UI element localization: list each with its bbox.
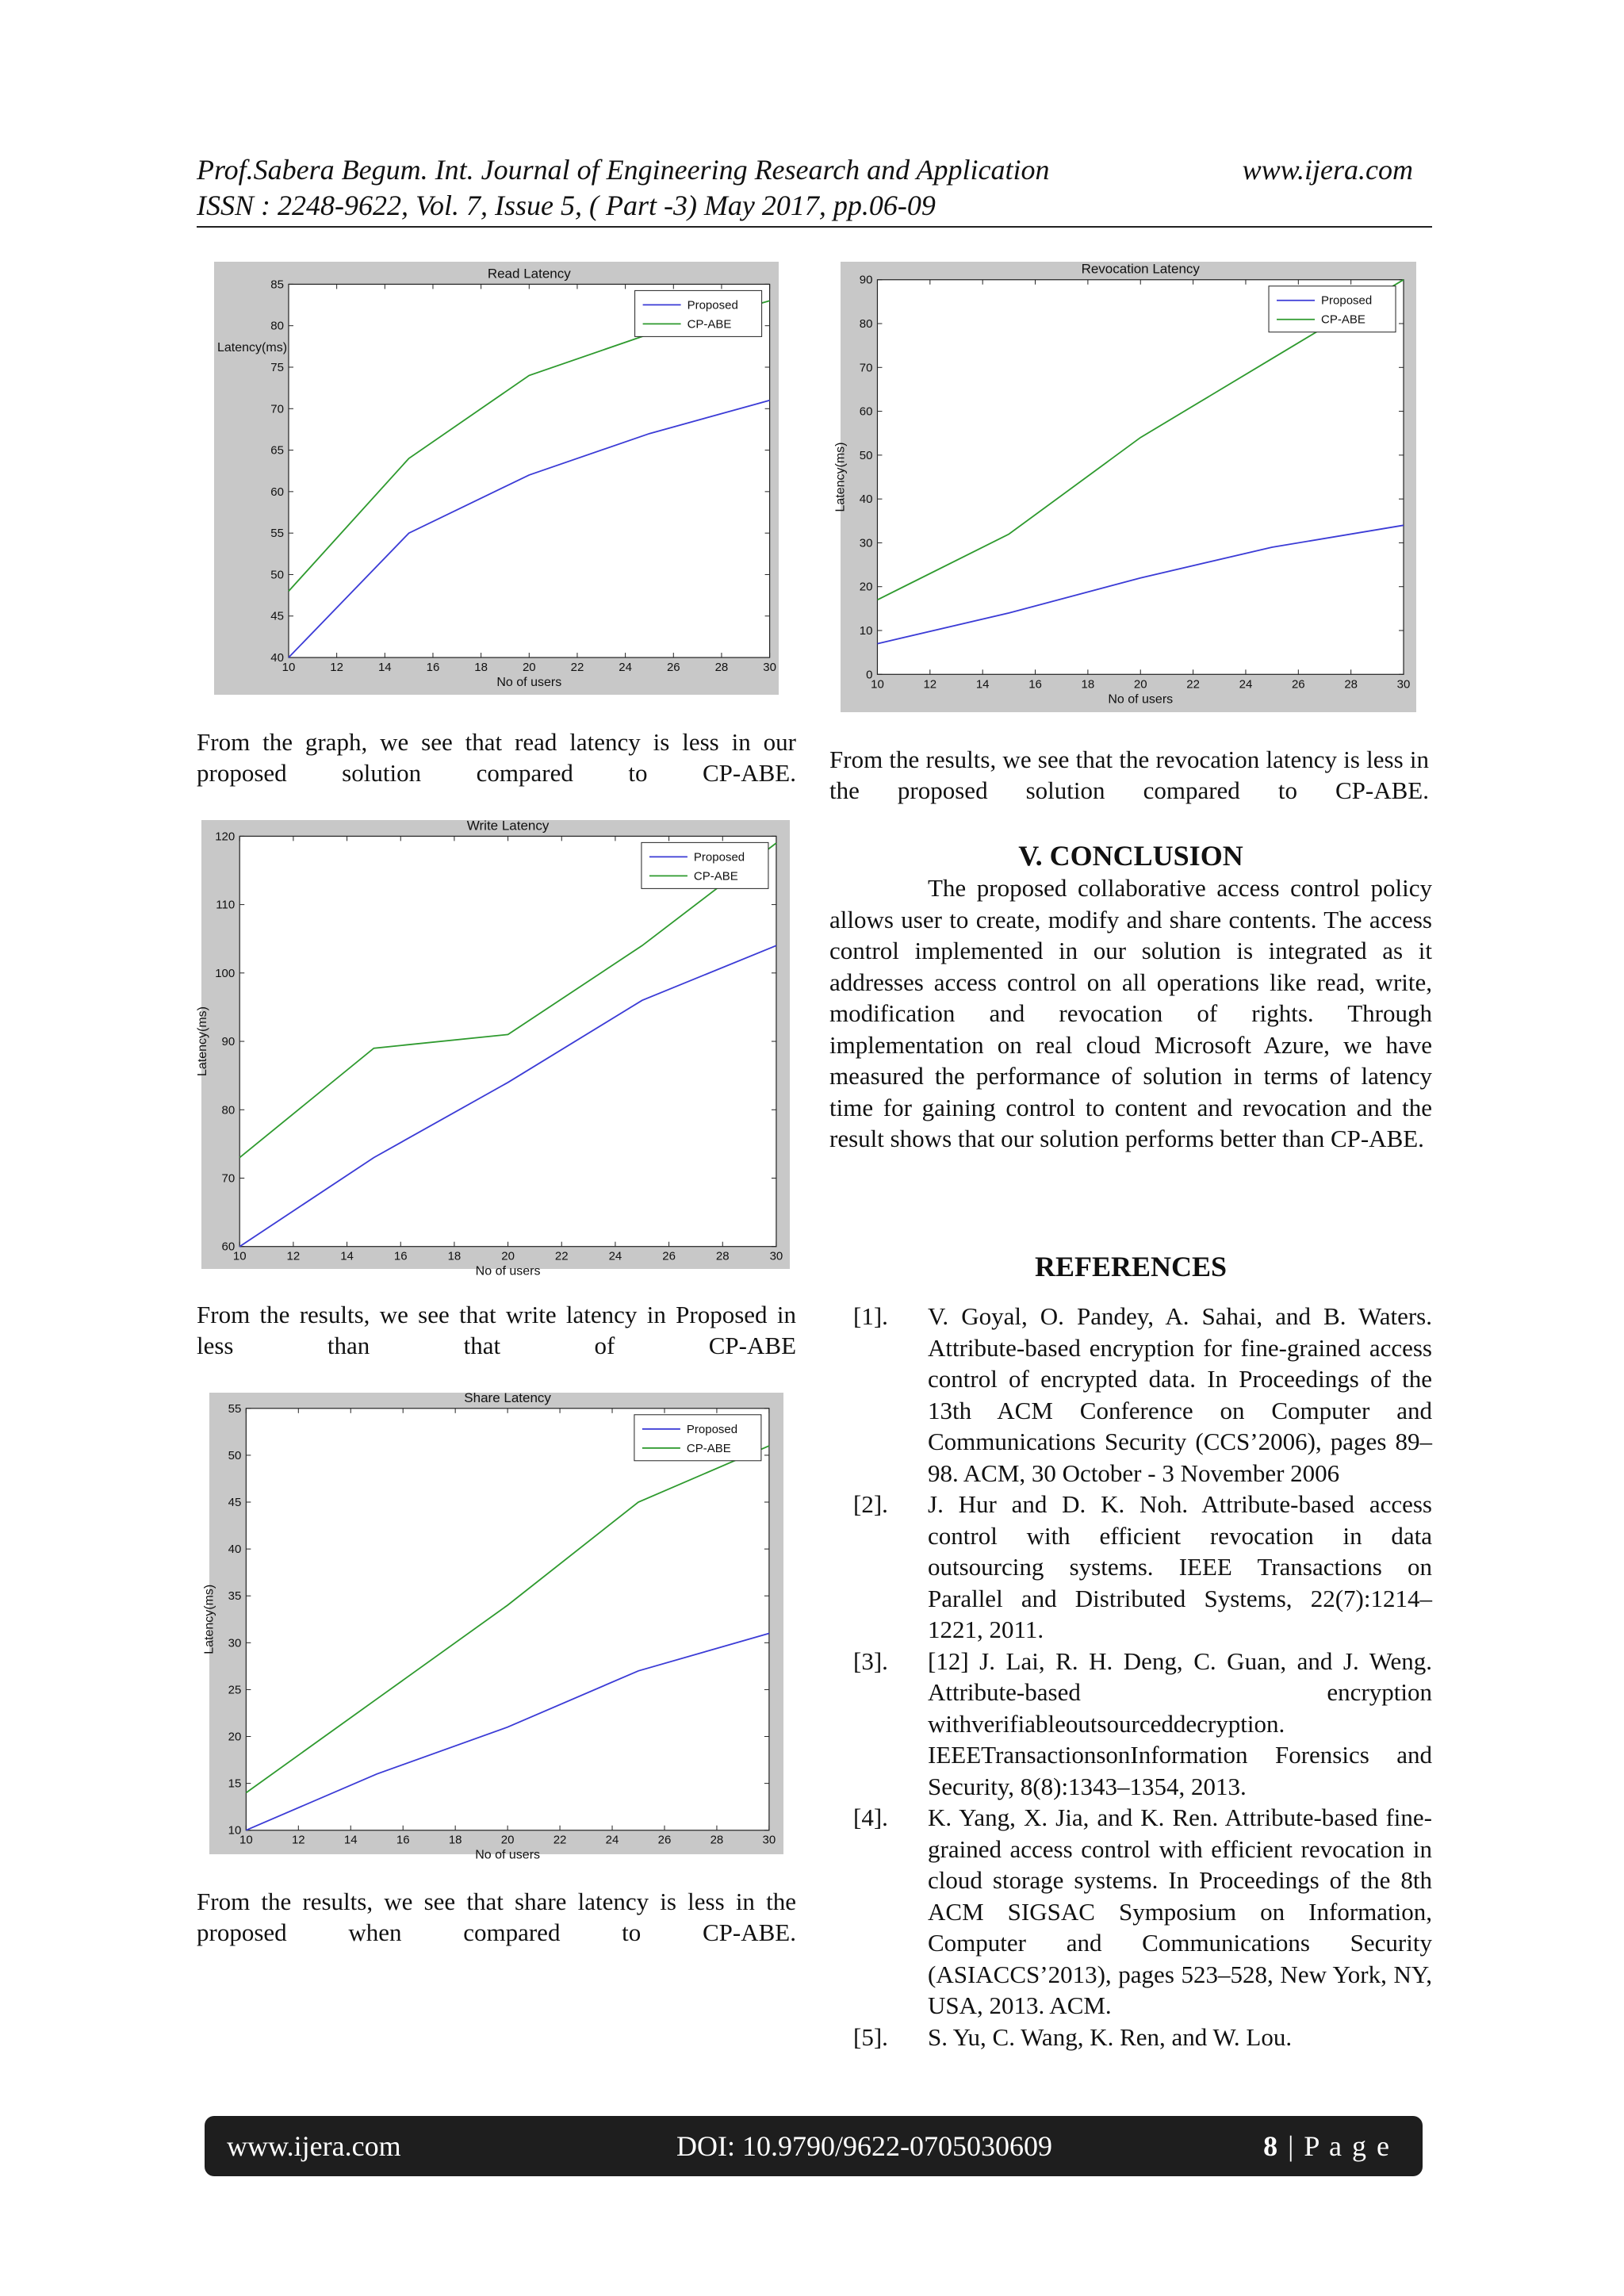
- references-list: [829, 1301, 1432, 2053]
- x-tick-label: 18: [1081, 677, 1095, 692]
- reference-item: [829, 2022, 1432, 2053]
- x-tick-label: 16: [1028, 677, 1042, 692]
- y-tick-label: 45: [228, 1495, 242, 1509]
- reference-text: K. Yang, X. Jia, and K. Ren. Attribute-based fine-grained access control with efficient revocation in cloud storage systems. In Proceedings of the 8th ACM SIGSAC Symposium on Information, Computer and Communications Security (ASIACCS’2013), pages 523–528, New York, NY, USA, 2013. ACM.: [928, 1803, 1432, 2019]
- chart-title: Revocation Latency: [1081, 261, 1200, 277]
- x-tick-label: 10: [239, 1833, 253, 1847]
- issn-line: ISSN : 2248-9622, Vol. 7, Issue 5, ( Part -3) May 2017, pp.06-09: [197, 190, 936, 221]
- x-tick-label: 12: [923, 677, 937, 692]
- legend-label: Proposed: [1321, 293, 1373, 308]
- write-latency-chart: [196, 818, 790, 1278]
- chart-title: Share Latency: [464, 1389, 551, 1405]
- y-tick-label: 70: [270, 402, 284, 416]
- x-tick-label: 14: [343, 1833, 358, 1847]
- x-tick-label: 20: [522, 661, 536, 675]
- x-tick-label: 12: [291, 1833, 305, 1847]
- y-tick-label: 60: [270, 485, 284, 499]
- reference-number: [5].: [853, 2022, 888, 2051]
- reference-item: [829, 1489, 1432, 1646]
- legend-label: Proposed: [693, 850, 745, 864]
- y-tick-label: 55: [270, 527, 284, 541]
- revocation-latency-chart: [833, 261, 1416, 712]
- y-tick-label: 80: [859, 317, 873, 332]
- y-tick-label: 65: [270, 443, 284, 458]
- revocation-latency-figure: [833, 261, 1416, 712]
- journal-website: www.ijera.com: [1242, 154, 1413, 186]
- y-tick-label: 0: [866, 668, 873, 682]
- x-tick-label: 24: [608, 1249, 622, 1263]
- revocation-latency-caption: From the results, we see that the revocation latency is less in the proposed solution compared to CP-ABE.: [829, 746, 1429, 804]
- legend-label: CP-ABE: [693, 869, 738, 884]
- x-tick-label: 10: [232, 1249, 247, 1263]
- x-tick-label: 22: [553, 1833, 567, 1847]
- x-tick-label: 22: [570, 661, 584, 675]
- x-tick-label: 28: [710, 1833, 724, 1847]
- x-tick-label: 28: [1344, 677, 1358, 692]
- x-tick-label: 24: [1239, 677, 1253, 692]
- x-axis-label: No of users: [475, 1848, 541, 1862]
- reference-item: [829, 1301, 1432, 1489]
- legend-label: CP-ABE: [687, 317, 732, 332]
- legend-label: Proposed: [686, 1422, 738, 1436]
- y-tick-label: 20: [859, 580, 873, 594]
- reference-text: S. Yu, C. Wang, K. Ren, and W. Lou.: [928, 2022, 1293, 2051]
- y-tick-label: 30: [228, 1636, 242, 1650]
- page-number: 8: [1263, 2130, 1280, 2162]
- x-tick-label: 26: [657, 1833, 672, 1847]
- footer-doi: DOI: 10.9790/9622-0705030609: [676, 2130, 1052, 2162]
- x-tick-label: 14: [975, 677, 990, 692]
- read-latency-figure: [214, 262, 779, 695]
- y-tick-label: 10: [859, 624, 873, 638]
- y-tick-label: 110: [216, 898, 236, 912]
- chart-title: Write Latency: [466, 818, 550, 834]
- references-heading: REFERENCES: [1034, 1251, 1228, 1282]
- x-axis-label: No of users: [1108, 692, 1174, 707]
- x-tick-label: 16: [426, 661, 440, 675]
- x-tick-label: 12: [286, 1249, 301, 1263]
- reference-number: [2].: [853, 1490, 888, 1518]
- plot-area: [289, 284, 770, 657]
- y-tick-label: 60: [859, 404, 873, 419]
- y-tick-label: 10: [228, 1823, 242, 1838]
- y-tick-label: 40: [228, 1543, 242, 1557]
- conclusion-heading: V. CONCLUSION: [1018, 840, 1243, 872]
- y-tick-label: 60: [221, 1240, 236, 1254]
- y-tick-label: 90: [859, 273, 873, 287]
- page-footer: [205, 2116, 1423, 2176]
- x-tick-label: 28: [714, 661, 729, 675]
- y-tick-label: 15: [228, 1777, 242, 1791]
- y-tick-label: 55: [228, 1401, 242, 1416]
- x-tick-label: 24: [605, 1833, 619, 1847]
- y-tick-label: 70: [221, 1171, 236, 1186]
- x-tick-label: 30: [769, 1249, 783, 1263]
- plot-area: [246, 1409, 769, 1830]
- x-tick-label: 10: [282, 661, 296, 675]
- y-tick-label: 120: [215, 830, 236, 844]
- chart-title: Read Latency: [487, 266, 571, 282]
- read-latency-caption: From the graph, we see that read latency is less in our proposed solution compared to CP-ABE.: [197, 728, 796, 787]
- x-tick-label: 12: [330, 661, 343, 675]
- y-tick-label: 80: [270, 319, 284, 333]
- reference-text: V. Goyal, O. Pandey, A. Sahai, and B. Waters. Attribute-based encryption for fine-grained access control of encrypted data. In Proceedings of the 13th ACM Conference on Computer and Communications Security (CCS’2006), pages 89–98. ACM, 30 October - 3 November 2006: [928, 1302, 1432, 1487]
- y-axis-label: Latency(ms): [196, 1006, 210, 1077]
- y-tick-label: 30: [859, 536, 873, 550]
- x-tick-label: 20: [501, 1249, 515, 1263]
- y-tick-label: 85: [270, 278, 284, 292]
- conclusion-text: The proposed collaborative access control policy allows user to create, modify and share contents. The access control implemented in our solution is integrated as it addresses access control on all operations like read, write, modification and revocation of rights. Through implementation on real cloud Microsoft Azure, we have measured the performance of solution in terms of latency time for gaining control to content and revocation and the result shows that our solution performs better than CP-ABE.: [829, 874, 1432, 1152]
- y-tick-label: 25: [228, 1683, 242, 1697]
- x-tick-label: 10: [871, 677, 884, 692]
- y-tick-label: 20: [228, 1730, 242, 1744]
- x-axis-label: No of users: [475, 1264, 541, 1278]
- y-axis-label: Latency(ms): [202, 1584, 216, 1654]
- x-tick-label: 22: [1186, 677, 1200, 692]
- x-tick-label: 30: [762, 1833, 776, 1847]
- write-latency-figure: [196, 818, 790, 1278]
- x-tick-label: 20: [1133, 677, 1147, 692]
- y-tick-label: 50: [270, 568, 284, 582]
- legend-label: Proposed: [687, 298, 738, 312]
- reference-number: [1].: [853, 1302, 888, 1330]
- x-tick-label: 18: [447, 1249, 462, 1263]
- share-latency-caption: From the results, we see that share latency is less in the proposed when compared to CP-ABE.: [197, 1888, 796, 1946]
- x-tick-label: 18: [448, 1833, 462, 1847]
- reference-number: [4].: [853, 1803, 888, 1831]
- y-tick-label: 75: [270, 360, 284, 374]
- conclusion-body: [829, 872, 1432, 1155]
- x-tick-label: 30: [1396, 677, 1411, 692]
- journal-citation: Prof.Sabera Begum. Int. Journal of Engineering Research and Application: [197, 154, 1050, 186]
- reference-number: [3].: [853, 1646, 888, 1675]
- y-tick-label: 35: [228, 1589, 242, 1604]
- x-tick-label: 26: [1291, 677, 1305, 692]
- y-tick-label: 70: [859, 361, 873, 375]
- reference-item: [829, 1802, 1432, 2022]
- y-axis-label: Latency(ms): [217, 341, 288, 355]
- plot-area: [239, 836, 776, 1246]
- legend-label: CP-ABE: [1321, 312, 1365, 327]
- reference-item: [829, 1646, 1432, 1803]
- x-tick-label: 28: [715, 1249, 730, 1263]
- x-tick-label: 30: [763, 661, 776, 675]
- x-tick-label: 22: [554, 1249, 569, 1263]
- footer-website: www.ijera.com: [227, 2130, 401, 2162]
- y-tick-label: 45: [270, 609, 284, 623]
- y-tick-label: 90: [221, 1035, 236, 1049]
- x-tick-label: 16: [396, 1833, 410, 1847]
- y-tick-label: 50: [228, 1448, 242, 1462]
- x-tick-label: 18: [474, 661, 488, 675]
- plot-area: [877, 280, 1404, 675]
- share-latency-chart: [202, 1389, 783, 1862]
- y-tick-label: 50: [859, 448, 873, 462]
- x-tick-label: 26: [662, 1249, 676, 1263]
- header-rule: [197, 226, 1432, 228]
- y-tick-label: 40: [270, 651, 284, 665]
- y-tick-label: 80: [221, 1103, 236, 1117]
- reference-text: J. Hur and D. K. Noh. Attribute-based access control with efficient revocation in data outsourcing systems. IEEE Transactions on Parallel and Distributed Systems, 22(7):1214–1221, 2011.: [928, 1490, 1432, 1643]
- y-axis-label: Latency(ms): [833, 442, 848, 512]
- y-tick-label: 100: [215, 966, 236, 980]
- x-tick-label: 20: [500, 1833, 515, 1847]
- legend-label: CP-ABE: [686, 1441, 731, 1455]
- footer-page-number: [1263, 2129, 1391, 2163]
- x-tick-label: 26: [666, 661, 680, 675]
- x-axis-label: No of users: [496, 676, 562, 690]
- x-tick-label: 24: [619, 661, 632, 675]
- x-tick-label: 14: [340, 1249, 354, 1263]
- y-tick-label: 40: [859, 493, 873, 507]
- x-tick-label: 14: [377, 661, 392, 675]
- running-header: [197, 152, 1432, 224]
- share-latency-figure: [202, 1389, 783, 1862]
- write-latency-caption: From the results, we see that write latency in Proposed in less than that of CP-ABE: [197, 1301, 796, 1359]
- page-label: | P a g e: [1279, 2130, 1391, 2162]
- read-latency-chart: [214, 262, 779, 695]
- x-tick-label: 16: [393, 1249, 408, 1263]
- reference-text: [12] J. Lai, R. H. Deng, C. Guan, and J. Weng. Attribute-based encryption withverifiableoutsourceddecryption. IEEETransactionsonInformation Forensics and Security, 8(8):1343–1354, 2013.: [928, 1646, 1432, 1800]
